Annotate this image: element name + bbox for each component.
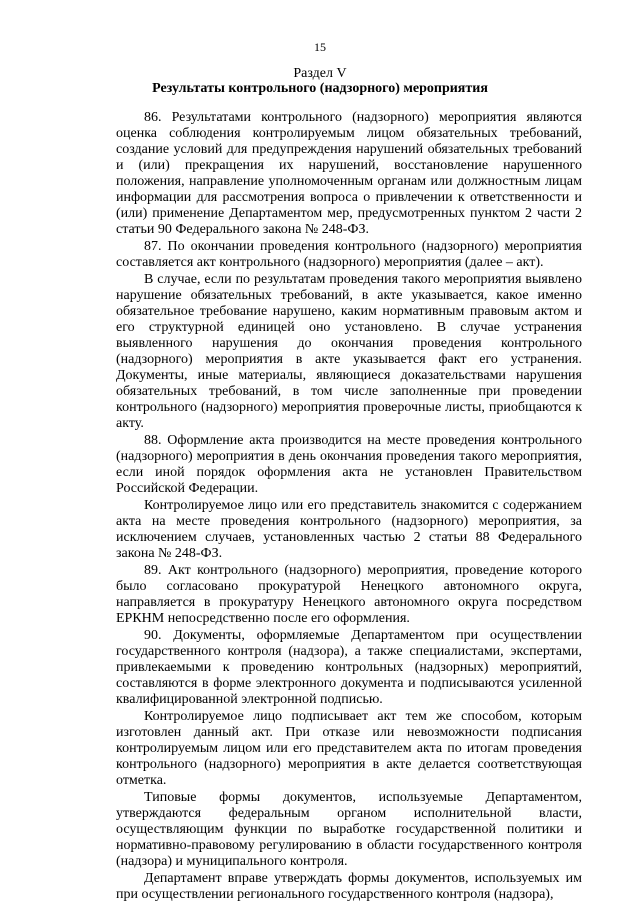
section-title: Результаты контрольного (надзорного) мероприятия — [152, 81, 488, 96]
paragraph-88: 88. Оформление акта производится на месте проведения контрольного (надзорного) мероприятия в день окончания проведения такого мероприятия, если иной порядок оформления акта не установлен Правительством Российской Федерации. — [116, 433, 582, 496]
section-label: Раздел V — [293, 66, 347, 81]
paragraph-88-familiarization: Контролируемое лицо или его представитель знакомится с содержанием акта на месте проведения контрольного (надзорного) мероприятия, за исключением случаев, установленных частью 2 статьи 88 Федерального закона № 248-ФЗ. — [116, 498, 582, 561]
paragraph-86: 86. Результатами контрольного (надзорного) мероприятия являются оценка соблюдения контролируемым лицом обязательных требований, создание условий для предупреждения нарушений обязательных требований и (или) прекращения их нарушений, восстановление нарушенного положения, направление уполномоченным органам или должностным лицам информации для рассмотрения вопроса о привлечении к ответственности и (или) применение Департаментом мер, предусмотренных пунктом 2 части 2 статьи 90 Федерального закона № 248-ФЗ. — [116, 110, 582, 237]
paragraph-90-standard-forms: Типовые формы документов, используемые Департаментом, утверждаются федеральным органом исполнительной власти, осуществляющим функции по выработке государственной политики и нормативно-правовому регулированию в области государственного контроля (надзора) и муниципального контроля. — [116, 790, 582, 869]
paragraph-90-signing: Контролируемое лицо подписывает акт тем же способом, которым изготовлен данный акт. При отказе или невозможности подписания контролируемым лицом или его представителем акта по итогам проведения контрольного (надзорного) мероприятия в акте делается соответствующая отметка. — [116, 709, 582, 788]
page-number: 15 — [314, 40, 326, 54]
document-body — [116, 110, 582, 904]
paragraph-89: 89. Акт контрольного (надзорного) мероприятия, проведение которого было согласовано прокуратурой Ненецкого автономного округа, направляется в прокуратуру Ненецкого автономного округа посредством ЕРКНМ непосредственно после его оформления. — [116, 563, 582, 626]
paragraph-87-violations: В случае, если по результатам проведения такого мероприятия выявлено нарушение обязательных требований, в акте указывается, какое именно обязательное требование нарушено, каким нормативным правовым актом и его структурной единицей оно установлено. В случае устранения выявленного нарушения до окончания проведения контрольного (надзорного) мероприятия в акте указывается факт его устранения. Документы, иные материалы, являющиеся доказательствами нарушения обязательных требований, в том числе заполненные при проведении контрольного (надзорного) мероприятия проверочные листы, приобщаются к акту. — [116, 272, 582, 431]
paragraph-90: 90. Документы, оформляемые Департаментом при осуществлении государственного контроля (надзора), а также специалистами, экспертами, привлекаемыми к проведению контрольных (надзорных) мероприятий, составляются в форме электронного документа и подписываются усиленной квалифицированной электронной подписью. — [116, 628, 582, 707]
paragraph-90-department-forms: Департамент вправе утверждать формы документов, используемых им при осуществлении регионального государственного контроля (надзора), — [116, 871, 582, 902]
paragraph-87: 87. По окончании проведения контрольного (надзорного) мероприятия составляется акт контрольного (надзорного) мероприятия (далее – акт). — [116, 239, 582, 270]
